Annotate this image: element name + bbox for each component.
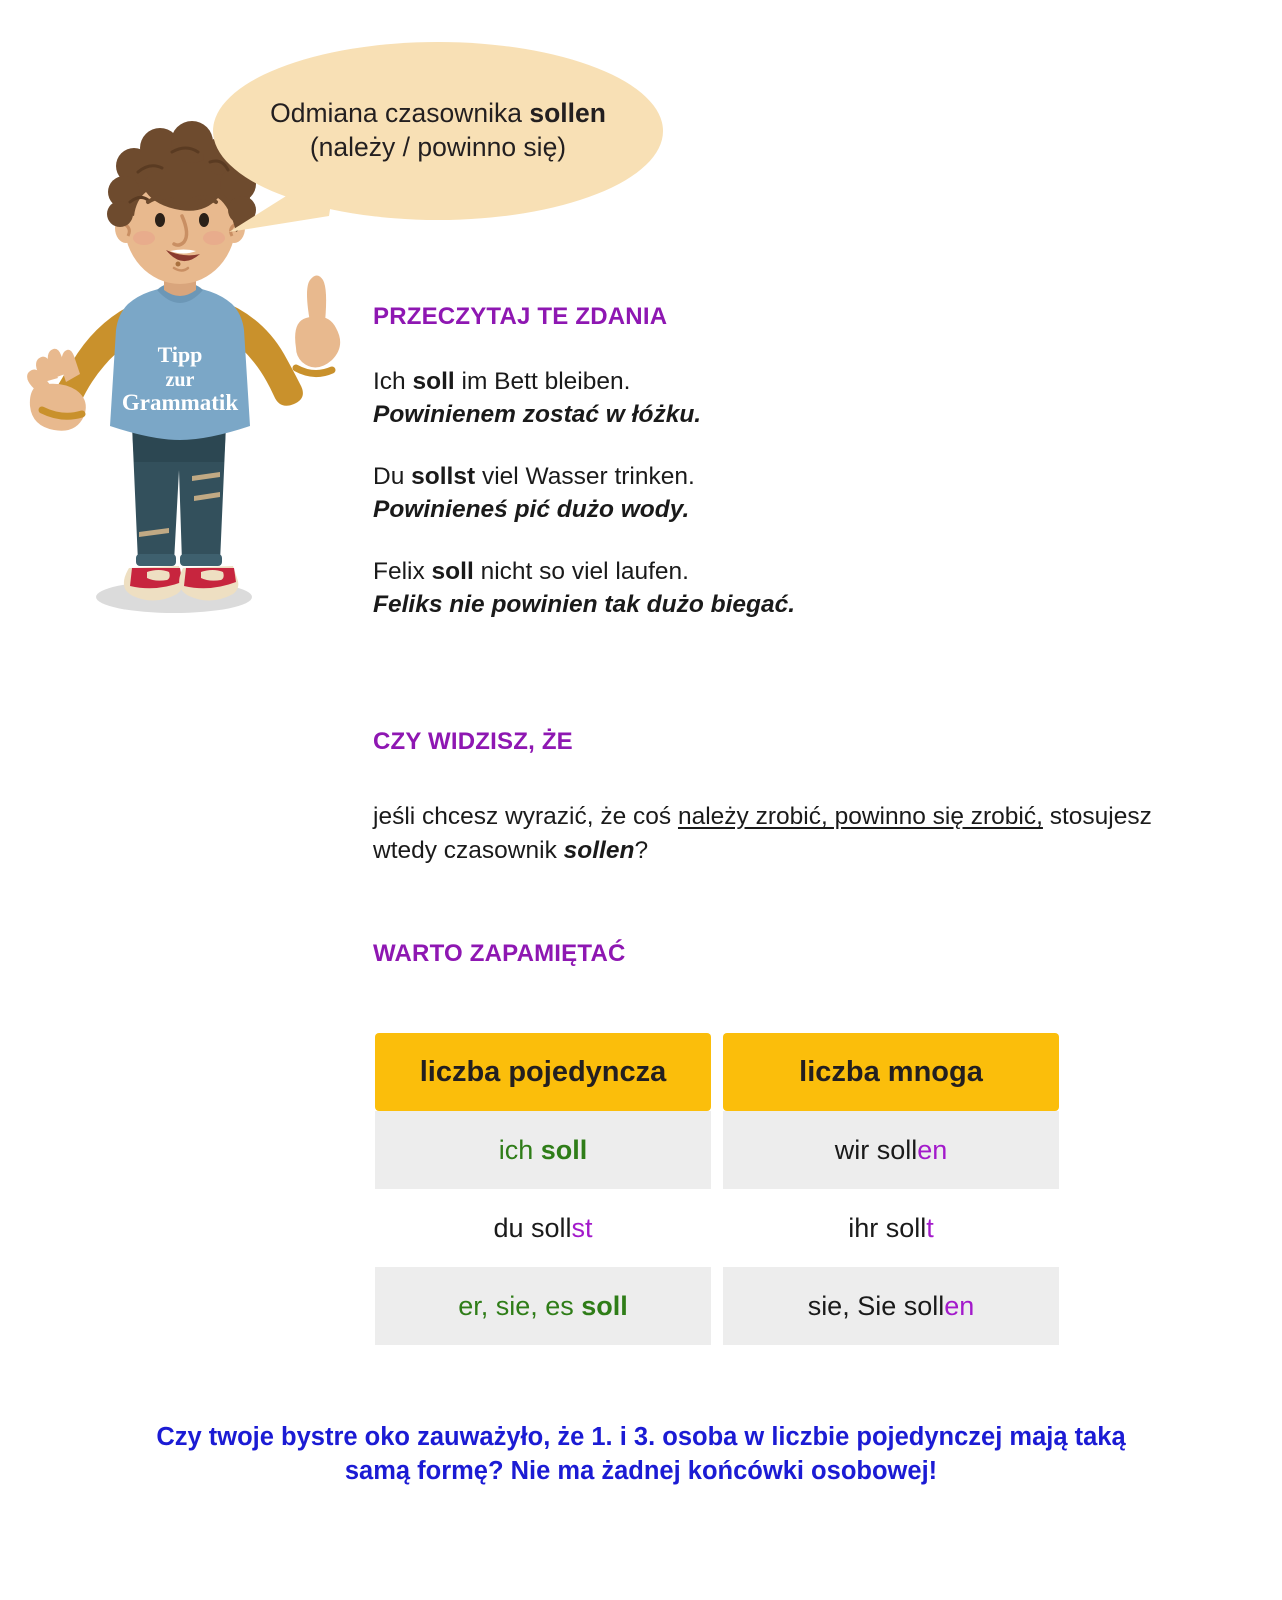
verb-ending: st — [571, 1212, 593, 1243]
sentence-german-post: nicht so viel laufen. — [473, 558, 689, 586]
sentence-polish: Feliks nie powinien tak dużo biegać. — [373, 590, 796, 618]
verb-ending: t — [926, 1212, 934, 1243]
verb-stem: soll — [531, 1212, 572, 1243]
conjugation-form — [848, 1213, 934, 1244]
sentence-german-pre: Felix — [373, 558, 432, 586]
sentence-german-pre: Ich — [373, 368, 413, 395]
verb-stem: soll — [540, 1134, 588, 1165]
sentence-german — [373, 366, 795, 399]
cell-singular-2 — [375, 1189, 711, 1267]
sentence-german-post: viel Wasser trinken. — [475, 463, 695, 491]
verb-stem: soll — [876, 1134, 918, 1165]
sentence-german-verb: soll — [412, 368, 455, 395]
verb-stem: soll — [581, 1290, 628, 1321]
pronoun: ich — [498, 1134, 541, 1165]
verb-ending: en — [944, 1290, 975, 1321]
speech-bubble-text — [213, 42, 663, 220]
example-sentences — [373, 366, 795, 621]
paragraph-part-2: stosujesz wtedy czasownik — [373, 803, 1152, 864]
speech-bubble — [213, 42, 663, 220]
paragraph-underlined: należy zrobić, powinno się zrobić, — [677, 803, 1043, 830]
footer-note — [60, 1420, 1222, 1489]
cell-plural-2 — [723, 1189, 1059, 1267]
table-row — [375, 1189, 1059, 1267]
conjugation-form — [493, 1213, 592, 1244]
conjugation-form — [808, 1291, 975, 1322]
shirt-text-line3: Grammatik — [121, 390, 239, 415]
bubble-line-1 — [270, 97, 606, 131]
paragraph-part-3: ? — [634, 836, 649, 864]
explanation-paragraph — [373, 800, 1203, 868]
pronoun: ihr — [848, 1212, 886, 1243]
conjugation-form — [499, 1135, 588, 1166]
pronoun: du — [493, 1212, 531, 1243]
pronoun: sie, Sie — [807, 1290, 904, 1321]
cell-plural-3 — [723, 1267, 1059, 1345]
verb-stem: soll — [885, 1212, 927, 1243]
footer-line-2: samą formę? Nie ma żadnej końcówki osobowej! — [344, 1457, 938, 1486]
paragraph-part-1: jeśli chcesz wyrazić, że coś — [373, 803, 678, 830]
sentence-german-pre: Du — [373, 463, 412, 491]
cell-plural-1 — [723, 1111, 1059, 1189]
conjugation-form — [835, 1135, 948, 1166]
heading-do-you-see: CZY WIDZISZ, ŻE — [373, 728, 573, 755]
table-row — [375, 1111, 1059, 1189]
footer-line-1: Czy twoje bystre oko zauważyło, że 1. i 3. osoba w liczbie pojedynczej mają taką — [156, 1423, 1126, 1451]
table-header-row — [375, 1033, 1059, 1111]
sentence-pair — [373, 461, 795, 526]
pronoun: er, sie, es — [458, 1290, 582, 1321]
cell-singular-1 — [375, 1111, 711, 1189]
verb-ending: en — [917, 1134, 948, 1165]
conjugation-table — [375, 1033, 1059, 1345]
table-row — [375, 1267, 1059, 1345]
column-header-singular: liczba pojedyncza — [375, 1033, 711, 1111]
conjugation-form — [458, 1291, 628, 1322]
sentence-german-post: im Bett bleiben. — [454, 368, 631, 395]
sentence-polish: Powinieneś pić dużo wody. — [373, 495, 690, 523]
sentence-polish: Powinienem zostać w łóżku. — [373, 400, 702, 428]
heading-worth-remembering: WARTO ZAPAMIĘTAĆ — [373, 940, 626, 967]
bubble-line1-prefix: Odmiana czasownika — [270, 98, 530, 129]
bubble-line-2: (należy / powinno się) — [309, 132, 567, 162]
column-header-plural: liczba mnoga — [723, 1033, 1059, 1111]
sentence-german-verb: soll — [431, 558, 474, 586]
verb-stem: soll — [903, 1290, 945, 1321]
cell-singular-3 — [375, 1267, 711, 1345]
sentence-german — [373, 461, 795, 494]
bubble-line1-verb: sollen — [529, 98, 606, 129]
shirt-text-line1: Tipp — [157, 342, 203, 367]
heading-read-sentences: PRZECZYTAJ TE ZDANIA — [373, 303, 668, 330]
pronoun: wir — [834, 1134, 877, 1165]
sentence-german-verb: sollst — [411, 463, 476, 491]
sentence-german — [373, 556, 795, 589]
paragraph-verb: sollen — [563, 836, 635, 864]
shirt-text-line2: zur — [165, 369, 195, 391]
sentence-pair — [373, 556, 795, 621]
sentence-pair — [373, 366, 795, 431]
